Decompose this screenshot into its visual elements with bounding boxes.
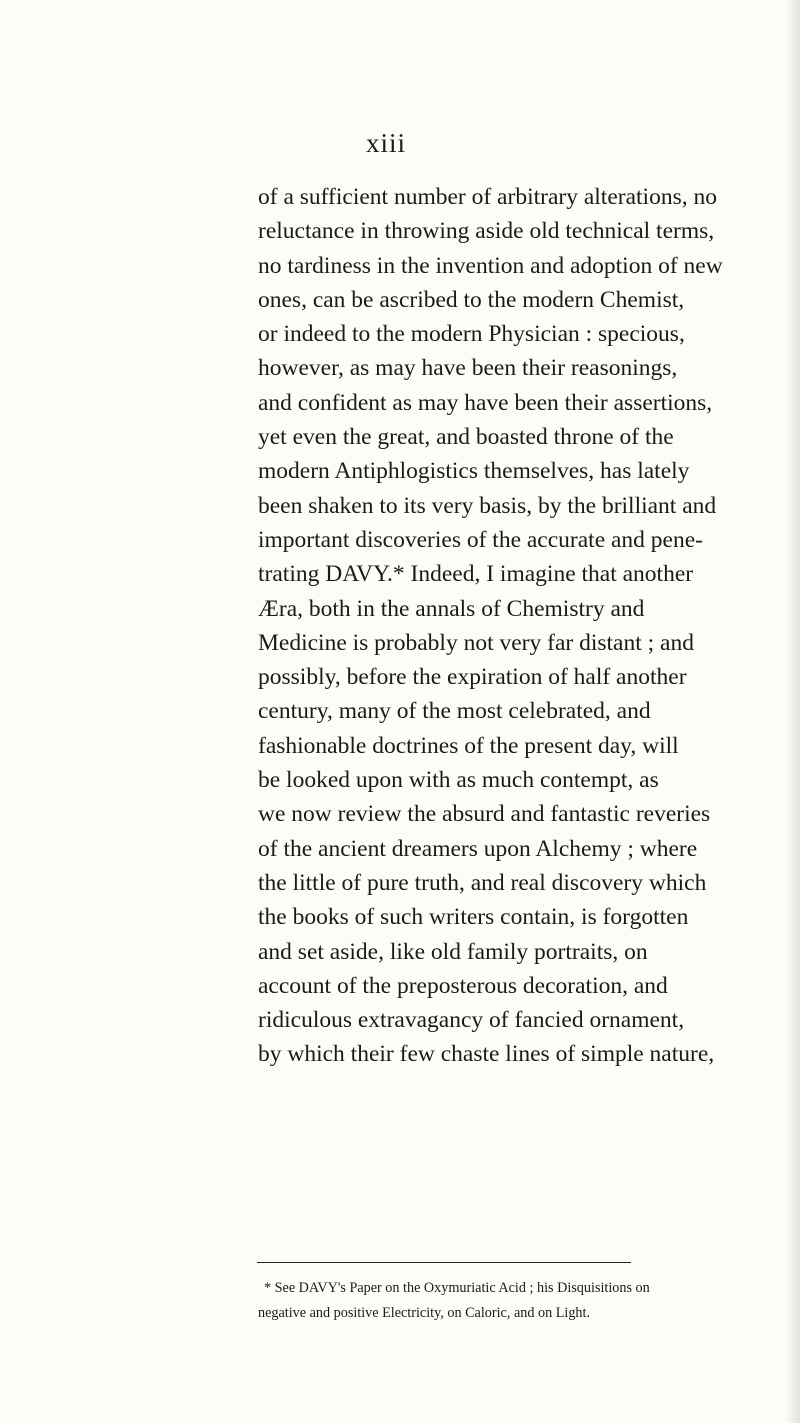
text-line: by which their few chaste lines of simple nature,	[258, 1041, 715, 1068]
text-line: modern Antiphlogistics themselves, has lately	[258, 458, 690, 485]
text-line: Æra, both in the annals of Chemistry and	[258, 595, 645, 622]
body-text	[258, 180, 723, 1072]
text-line: of a sufficient number of arbitrary alterations, no	[258, 184, 717, 210]
text-line: been shaken to its very basis, by the brilliant and	[258, 492, 717, 519]
footnote-divider	[257, 1262, 631, 1263]
page-edge-shadow	[786, 0, 800, 1423]
text-line: we now review the absurd and fantastic reveries	[258, 801, 711, 828]
text-line: or indeed to the modern Physician : specious,	[258, 321, 685, 348]
text-line: be looked upon with as much contempt, as	[258, 767, 659, 794]
text-line: however, as may have been their reasonings,	[258, 355, 678, 382]
text-line: fashionable doctrines of the present day, will	[258, 732, 679, 759]
footnote-line: negative and positive Electricity, on Caloric, and on Light.	[258, 1305, 590, 1321]
footnote	[258, 1276, 650, 1326]
text-line: trating DAVY.* Indeed, I imagine that another	[258, 561, 694, 588]
text-line: century, many of the most celebrated, and	[258, 698, 651, 725]
text-line: ones, can be ascribed to the modern Chemist,	[258, 286, 685, 313]
text-line: no tardiness in the invention and adoption of new	[258, 252, 723, 279]
text-line: account of the preposterous decoration, and	[258, 972, 668, 999]
text-line: possibly, before the expiration of half another	[258, 664, 687, 691]
text-line: and set aside, like old family portraits, on	[258, 938, 648, 965]
text-line: of the ancient dreamers upon Alchemy ; where	[258, 835, 698, 862]
text-line: important discoveries of the accurate and pene-	[258, 526, 703, 553]
page-number: xiii	[365, 128, 406, 158]
text-line: the little of pure truth, and real discovery which	[258, 869, 707, 896]
text-line: the books of such writers contain, is forgotten	[258, 904, 689, 931]
text-line: and confident as may have been their assertions,	[258, 389, 713, 416]
footnote-line: * See DAVY's Paper on the Oxymuriatic Acid ; his Disquisitions on	[264, 1280, 650, 1296]
text-line: ridiculous extravagancy of fancied ornament,	[258, 1007, 685, 1034]
text-line: reluctance in throwing aside old technical terms,	[258, 218, 715, 245]
text-line: Medicine is probably not very far distant ; and	[258, 629, 694, 656]
text-line: yet even the great, and boasted throne of the	[258, 424, 674, 451]
